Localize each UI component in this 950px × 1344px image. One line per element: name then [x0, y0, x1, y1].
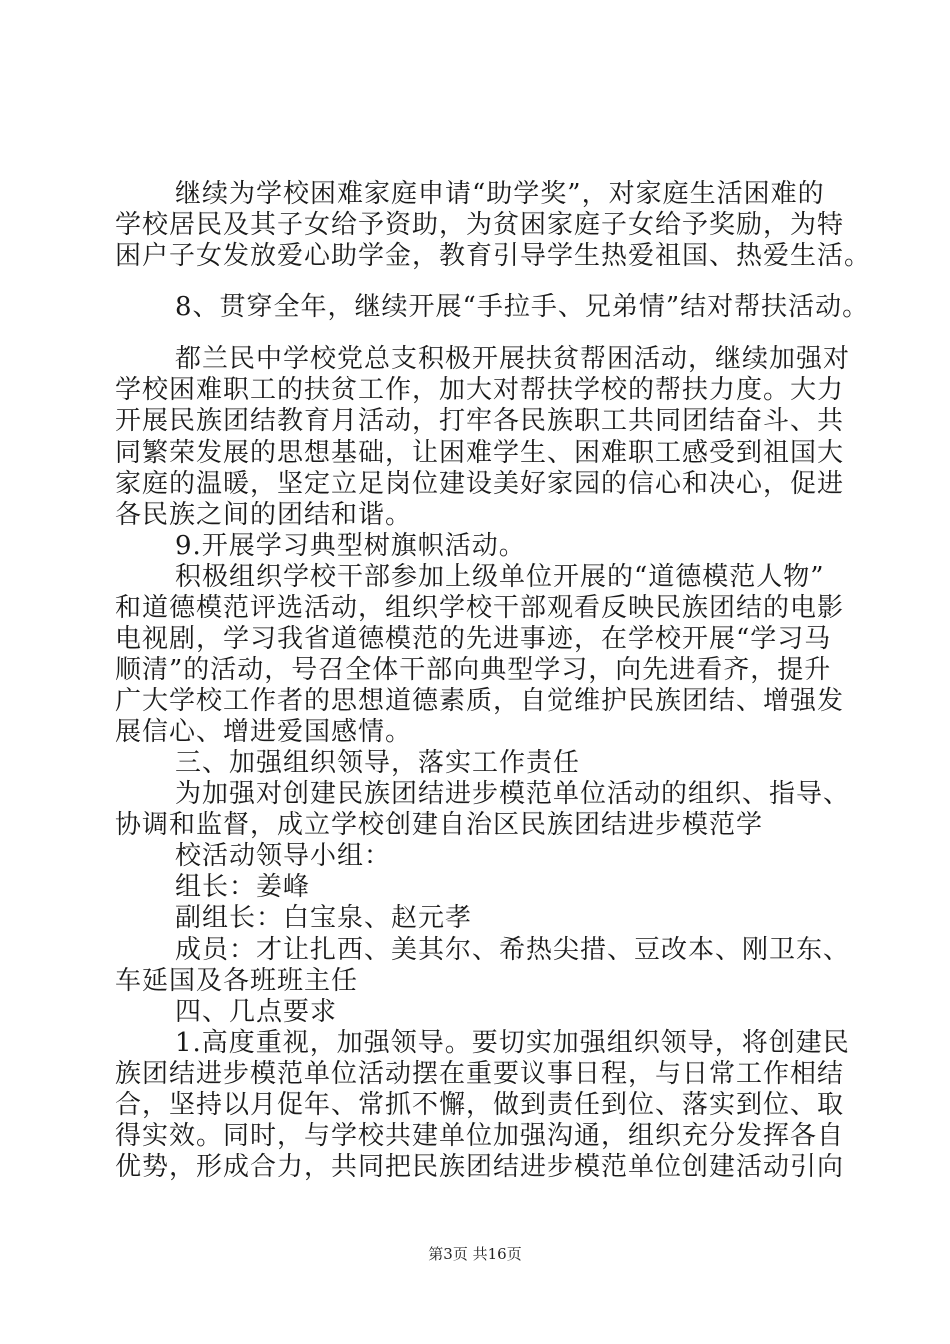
paragraph-line: 电视剧，学习我省道德模范的先进事迹，在学校开展“学习马 — [115, 624, 832, 654]
paragraph-line: 和道德模范评选活动，组织学校干部观看反映民族团结的电影 — [115, 593, 845, 623]
paragraph-line: 开展民族团结教育月活动，打牢各民族职工共同团结奋斗、共 — [115, 406, 845, 436]
paragraph-line: 组长：姜峰 — [175, 872, 311, 902]
section-heading: 四、几点要求 — [175, 997, 338, 1027]
paragraph-line: 得实效。同时，与学校共建单位加强沟通，组织充分发挥各自 — [115, 1121, 845, 1151]
paragraph-line: 副组长：白宝泉、赵元孝 — [175, 903, 473, 933]
paragraph-line: 8、贯穿全年，继续开展“手拉手、兄弟情”结对帮扶活动。 — [175, 292, 870, 322]
section-heading: 三、加强组织领导，落实工作责任 — [175, 748, 581, 778]
paragraph-line: 成员：才让扎西、美其尔、希热尖措、豆改本、刚卫东、 — [175, 935, 851, 965]
section-heading: 9.开展学习典型树旗帜活动。 — [175, 531, 526, 561]
paragraph-line: 积极组织学校干部参加上级单位开展的“道德模范人物” — [175, 562, 825, 592]
paragraph-line: 优势，形成合力，共同把民族团结进步模范单位创建活动引向 — [115, 1152, 845, 1182]
paragraph-line: 同繁荣发展的思想基础，让困难学生、困难职工感受到祖国大 — [115, 438, 845, 468]
paragraph-line: 展信心、增进爱国感情。 — [115, 717, 413, 747]
paragraph-line: 家庭的温暖，坚定立足岗位建设美好家园的信心和决心，促进 — [115, 469, 845, 499]
paragraph-line: 各民族之间的团结和谐。 — [115, 500, 413, 530]
paragraph-line: 学校居民及其子女给予资助，为贫困家庭子女给予奖励，为特 — [115, 210, 845, 240]
paragraph-line: 学校困难职工的扶贫工作，加大对帮扶学校的帮扶力度。大力 — [115, 375, 845, 405]
paragraph-line: 继续为学校困难家庭申请“助学奖”，对家庭生活困难的 — [175, 179, 825, 209]
page-footer: 第3页 共16页 — [428, 1245, 522, 1263]
paragraph-line: 顺清”的活动，号召全体干部向典型学习，向先进看齐，提升 — [115, 655, 832, 685]
paragraph-line: 族团结进步模范单位活动摆在重要议事日程，与日常工作相结 — [115, 1059, 845, 1089]
paragraph-line: 车延国及各班班主任 — [115, 966, 359, 996]
paragraph-line: 困户子女发放爱心助学金，教育引导学生热爱祖国、热爱生活。 — [115, 241, 872, 271]
paragraph-line: 校活动领导小组： — [175, 841, 392, 871]
paragraph-line: 都兰民中学校党总支积极开展扶贫帮困活动，继续加强对 — [175, 344, 851, 374]
paragraph-line: 广大学校工作者的思想道德素质，自觉维护民族团结、增强发 — [115, 686, 845, 716]
paragraph-line: 为加强对创建民族团结进步模范单位活动的组织、指导、 — [175, 779, 851, 809]
paragraph-line: 1.高度重视，加强领导。要切实加强组织领导，将创建民 — [175, 1028, 850, 1058]
paragraph-line: 合，坚持以月促年、常抓不懈，做到责任到位、落实到位、取 — [115, 1090, 845, 1120]
paragraph-line: 协调和监督，成立学校创建自治区民族团结进步模范学 — [115, 810, 764, 840]
